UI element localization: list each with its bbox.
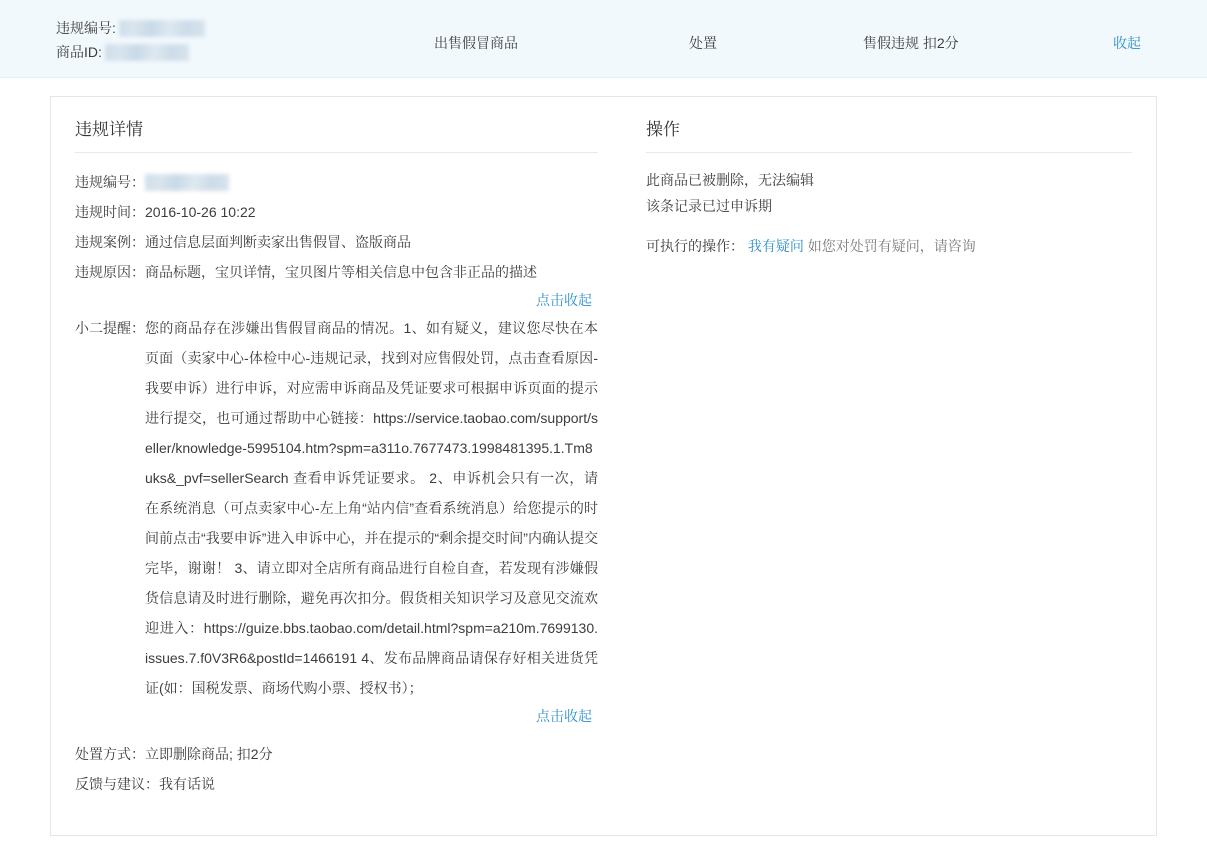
- operation-status-line-2: 该条记录已过申诉期: [646, 198, 772, 214]
- detail-label: 违规原因：: [75, 264, 145, 280]
- violation-number-row: [56, 16, 205, 40]
- detail-value: 通过信息层面判断卖家出售假冒、盗版商品: [145, 234, 411, 250]
- operation-action-hint: 如您对处罚有疑问，请咨询: [807, 238, 976, 254]
- item-id-label: 商品ID:: [56, 44, 102, 60]
- detail-value-masked: [145, 167, 598, 197]
- disposal-value: 立即删除商品; 扣2分: [145, 746, 273, 762]
- detail-row-violation-reason: [75, 257, 598, 287]
- violation-detail-column: [51, 97, 622, 835]
- staff-notice-text: 您的商品存在涉嫌出售假冒商品的情况。1、如有疑义，建议您尽快在本页面（卖家中心-体检中心-违规记录，找到对应售假处罚，点击查看原因-我要申诉）进行申诉，对应需申诉商品及凭证要求可根据申诉页面的提示进行提交，也可通过帮助中心链接：https://service.taobao.com/support/seller/knowledge-5995104.htm?spm=a311o.7677473.1998481395.1.Tm8uks&_pvf=sellerSearch 查看申诉凭证要求。 2、申诉机会只有一次，请在系统消息（可点卖家中心-左上角“站内信”查看系统消息）给您提示的时间前点击“我要申诉”进入申诉中心，并在提示的“剩余提交时间”内确认提交完毕，谢谢！ 3、请立即对全店所有商品进行自检自查，若发现有涉嫌假货信息请及时进行删除，避免再次扣分。假货相关知识学习及意见交流欢迎进入：https://guize.bbs.taobao.com/detail.html?spm=a210m.7699130.issues.7.f0V3R6&postId=1466191 4、发布品牌商品请保存好相关进货凭证(如：国税发票、商场代购小票、授权书）；: [145, 320, 598, 696]
- violation-detail-panel: [50, 96, 1157, 836]
- violation-number-masked-value: [119, 20, 205, 37]
- operation-title: 操作: [646, 115, 1132, 153]
- summary-penalty: 售假违规 扣2分: [863, 35, 959, 51]
- item-id-row: [56, 40, 205, 64]
- operation-status-line-1: 此商品已被删除，无法编辑: [646, 172, 814, 188]
- violation-meta: [56, 16, 205, 64]
- violation-detail-title: 违规详情: [75, 115, 598, 153]
- collapse-summary-link[interactable]: 收起: [1113, 35, 1141, 51]
- detail-label: 违规编号：: [75, 174, 145, 190]
- operation-action-row: [646, 233, 1132, 259]
- disposal-label: 处置方式：: [75, 746, 145, 762]
- detail-row-violation-case: [75, 227, 598, 257]
- operation-action-label: 可执行的操作：: [646, 238, 744, 254]
- have-question-link[interactable]: 我有疑问: [747, 238, 804, 254]
- operation-column: [622, 97, 1156, 835]
- collapse-notice-link[interactable]: 点击收起: [536, 708, 592, 724]
- violation-number-label: 违规编号:: [56, 20, 116, 36]
- item-id-masked-value: [105, 44, 189, 61]
- summary-disposal: 处置: [689, 35, 717, 51]
- summary-reason: 出售假冒商品: [434, 35, 518, 51]
- detail-row-disposal: [75, 739, 598, 769]
- feedback-label: 反馈与建议：: [75, 776, 159, 792]
- detail-value: 2016-10-26 10:22: [145, 204, 256, 220]
- detail-row-feedback: [75, 769, 598, 799]
- detail-label: 违规时间：: [75, 204, 145, 220]
- collapse-reason-link[interactable]: 点击收起: [536, 292, 592, 308]
- feedback-link[interactable]: 我有话说: [159, 776, 215, 792]
- detail-row-violation-number: [75, 167, 598, 197]
- staff-notice-label: 小二提醒：: [75, 320, 145, 336]
- detail-value: 商品标题，宝贝详情，宝贝图片等相关信息中包含非正品的描述: [145, 264, 537, 280]
- staff-notice-row: [75, 313, 598, 703]
- spacer: [646, 219, 1132, 233]
- detail-label: 违规案例：: [75, 234, 145, 250]
- violation-number-masked-value: [145, 174, 229, 191]
- detail-row-violation-time: [75, 197, 598, 227]
- violation-summary-bar: [0, 0, 1207, 78]
